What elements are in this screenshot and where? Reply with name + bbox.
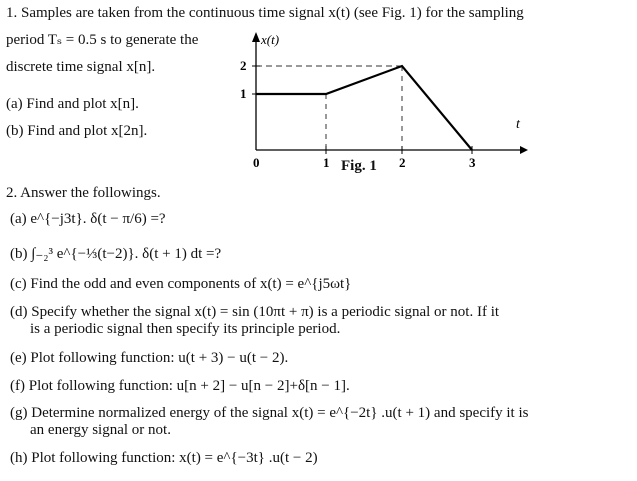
q2-part-d-line2: is a periodic signal then specify its principle period. [30, 321, 341, 337]
q2-part-a: (a) e^{−j3t}. δ(t − π/6) =? [10, 211, 166, 227]
q1-line2: period Tₛ = 0.5 s to generate the [6, 32, 199, 48]
q2-part-e: (e) Plot following function: u(t + 3) − u(t − 2). [10, 350, 289, 366]
x-tick-label-3: 3 [469, 155, 476, 170]
q1-line1: 1. Samples are taken from the continuous time signal x(t) (see Fig. 1) for the sampling [6, 5, 524, 21]
y-axis-label: x(t) [261, 32, 280, 47]
q2-part-c: (c) Find the odd and even components of x(t) = e^{j5ωt} [10, 276, 352, 292]
q2-part-g-line1: (g) Determine normalized energy of the signal x(t) = e^{−2t} .u(t + 1) and specify it is [10, 405, 529, 421]
signal-curve [256, 66, 472, 150]
q2-part-b: (b) ∫₋₂³ e^{−⅓(t−2)}. δ(t + 1) dt =? [10, 246, 222, 262]
q2-part-f: (f) Plot following function: u[n + 2] − u[n − 2]+δ[n − 1]. [10, 378, 350, 394]
x-tick-label-0: 0 [253, 155, 260, 170]
q1-line3: discrete time signal x[n]. [6, 59, 156, 75]
x-tick-label-2: 2 [399, 155, 406, 170]
q1-part-b: (b) Find and plot x[2n]. [6, 123, 148, 139]
q2-title: 2. Answer the followings. [6, 185, 161, 201]
q1-part-a: (a) Find and plot x[n]. [6, 96, 139, 112]
q2-part-d-line1: (d) Specify whether the signal x(t) = sin (10πt + π) is a periodic signal or not. If it [10, 304, 500, 320]
y-axis-arrow-icon [252, 32, 260, 42]
figure-caption: Fig. 1 [341, 158, 377, 174]
q2-part-h: (h) Plot following function: x(t) = e^{−3t} .u(t − 2) [10, 450, 318, 466]
x-tick-label-1: 1 [323, 155, 330, 170]
q2-part-g-line2: an energy signal or not. [30, 422, 171, 438]
x-axis-arrow-icon [520, 146, 528, 154]
figure-1-plot [230, 30, 530, 180]
x-axis-label: t [516, 117, 520, 132]
y-tick-label-1: 1 [240, 86, 247, 101]
y-tick-label-2: 2 [240, 58, 247, 73]
